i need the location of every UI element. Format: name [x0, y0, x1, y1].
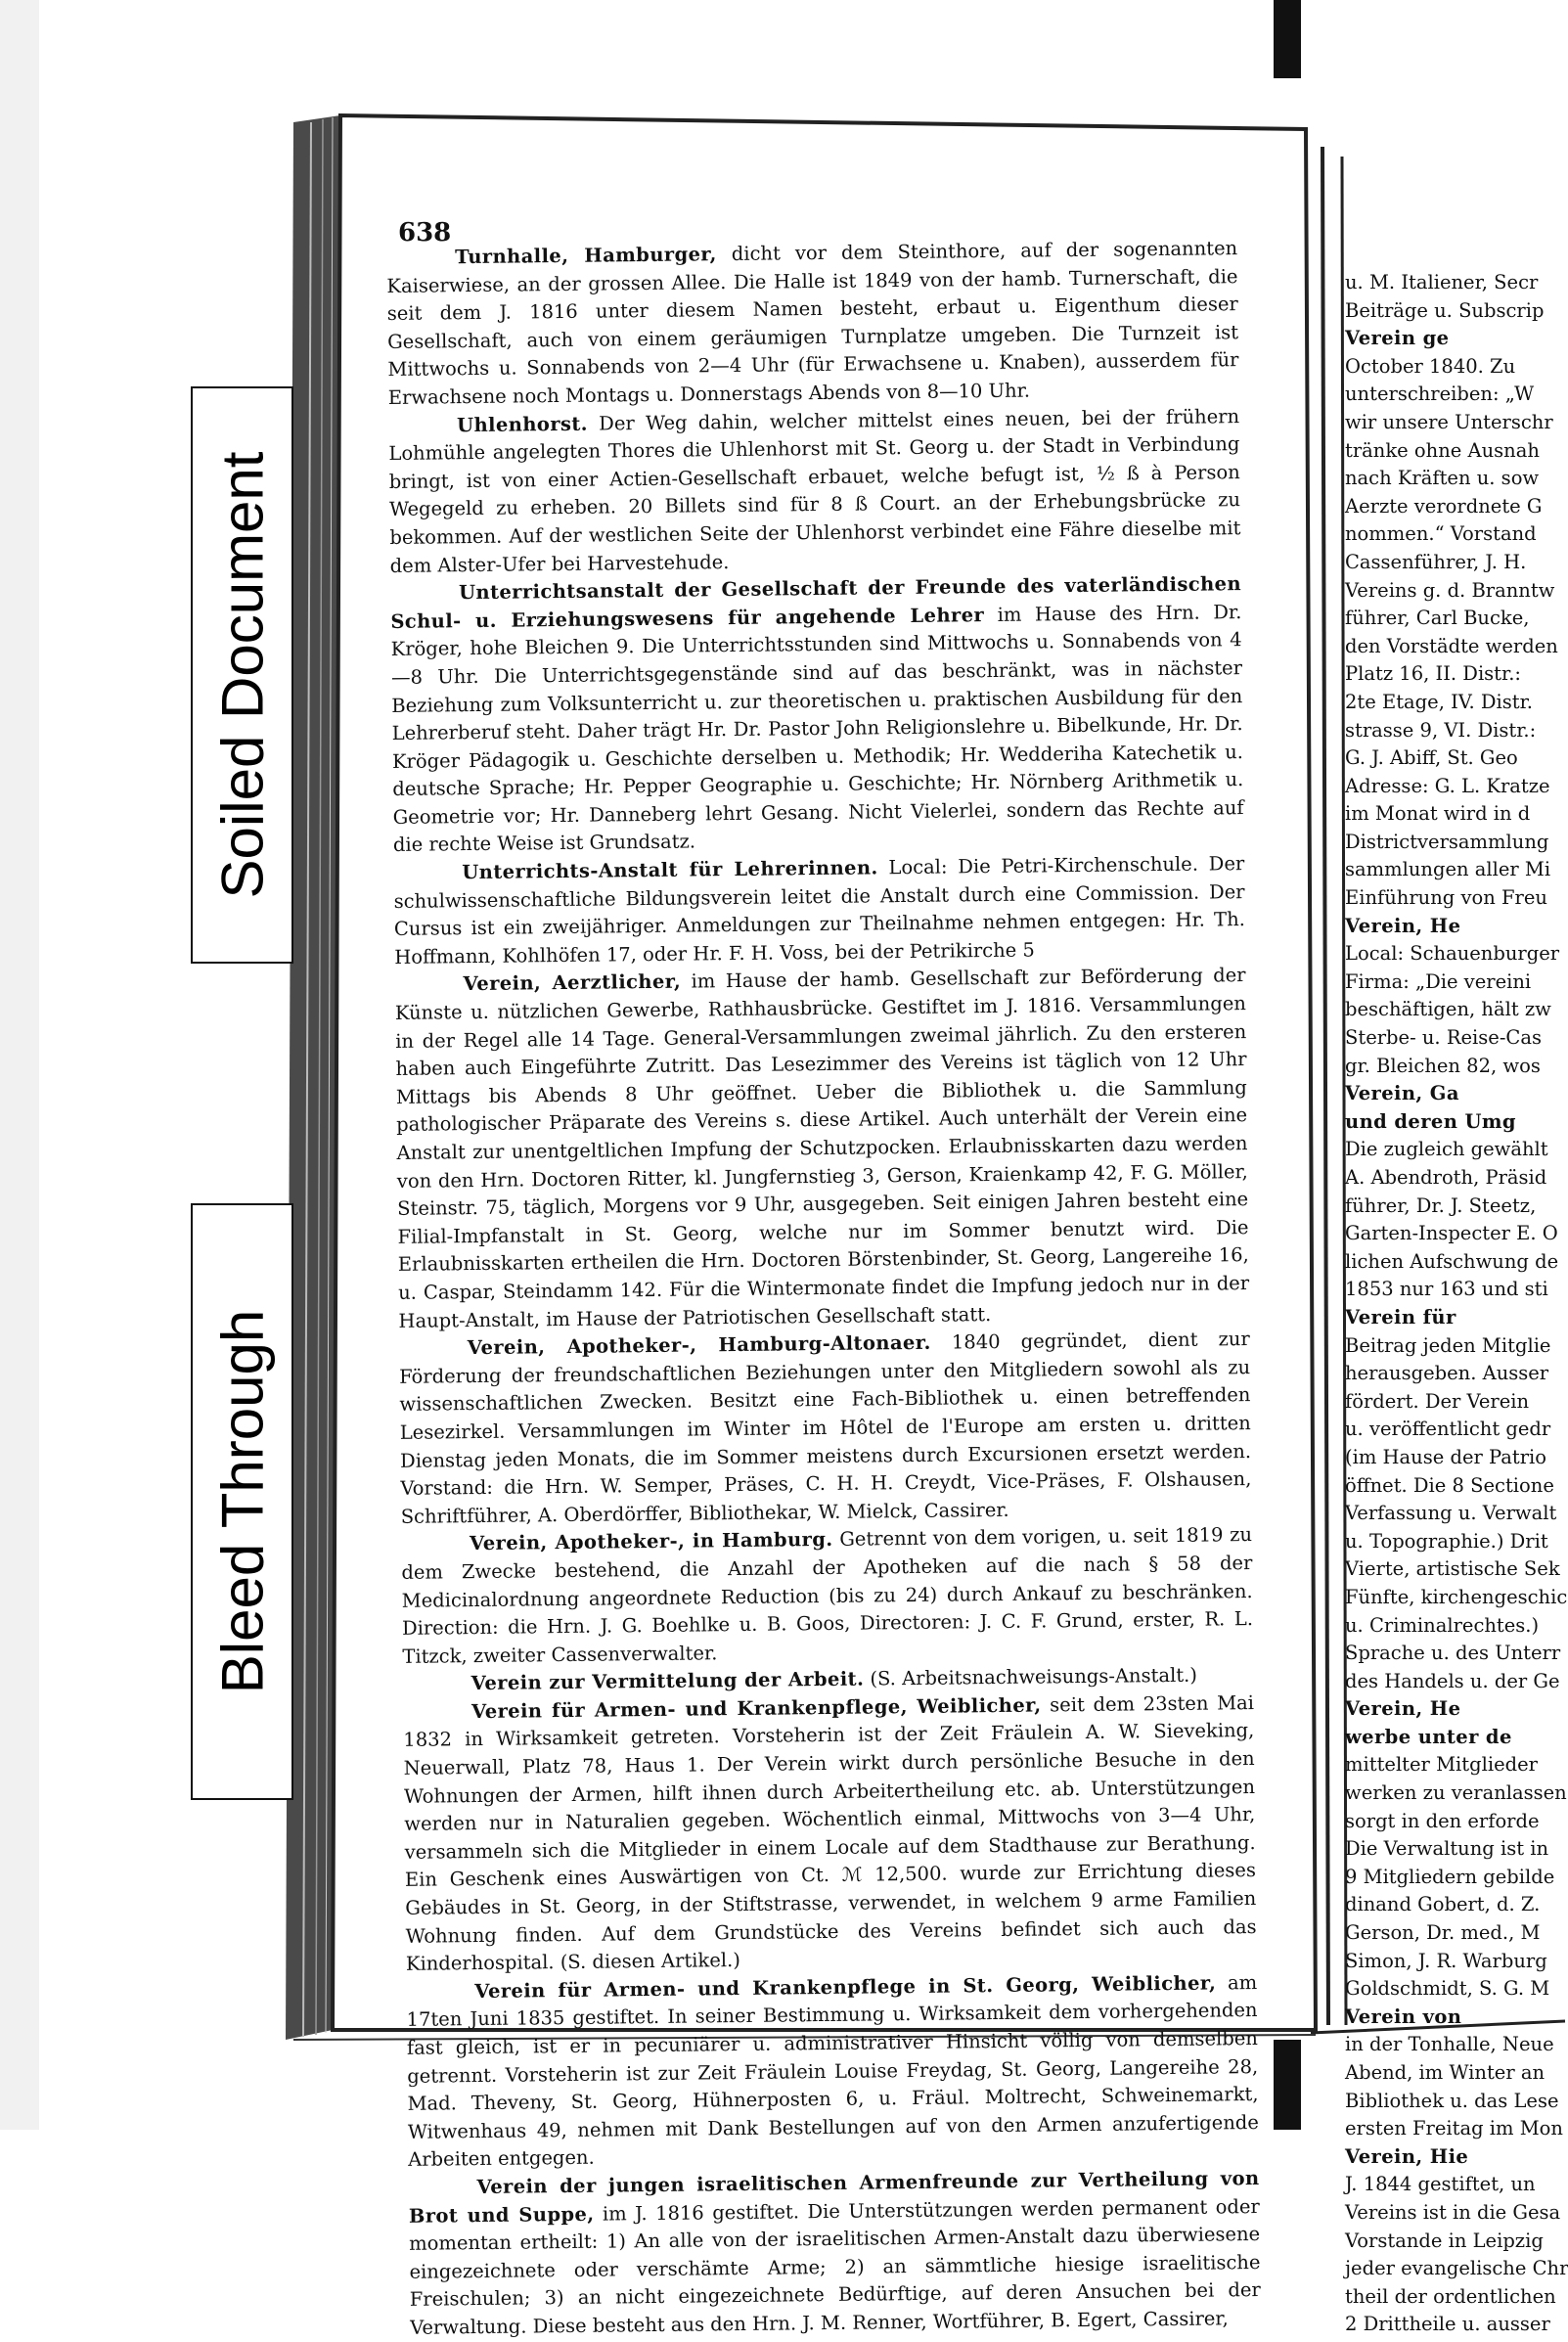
right-page-heading-line: werbe unter de — [1345, 1725, 1512, 1748]
entry-text: am 17ten Juni 1835 gestiftet. In seiner Bestimmung u. Wirksamkeit dem vorhergehenden fast gleich, ist er in pecuniärer u. administrativer Hinsicht völlig von demselben getrennt. Vorsteherin ist zur Zeit Fräulein Louise Freydag, St. Georg, Langereihe 28, Mad. Theveny, St. Georg, Hühnerposten 6, u. Fräul. Moltrecht, Schweinemarkt, Witwenhaus 49, nehmen mit Dank Bestellungen auf von den Armen anzufertigende Arbeiten entgegen. — [406, 1970, 1259, 2172]
right-page-line: 2te Etage, IV. Distr. — [1345, 690, 1533, 713]
right-page-line: des Handels u. der Ge — [1345, 1669, 1560, 1692]
right-page-heading-line: und deren Umg — [1345, 1109, 1516, 1133]
right-page-line: Adresse: G. L. Kratze — [1345, 774, 1550, 797]
right-page-line: Bibliothek u. das Lese — [1345, 2089, 1559, 2112]
right-page-line: Fünfte, kirchengeschic — [1345, 1585, 1568, 1608]
right-page-line: unterschreiben: „W — [1345, 383, 1535, 406]
right-page-line: in der Tonhalle, Neue — [1345, 2033, 1554, 2056]
right-page-line: Simon, J. R. Warburg — [1345, 1949, 1547, 1972]
right-page-line: Verfassung u. Verwalt — [1345, 1502, 1557, 1525]
right-page-line: Beitrag jeden Mitglie — [1345, 1333, 1551, 1357]
body-text — [386, 235, 1261, 2339]
entry-text: Getrennt von dem vorigen, u. seit 1819 zu dem Zwecke bestehend, die Anzahl der Apotheken auf die nach § 58 der Medicinalordnung angeordnete Reduction (bis zu 24) durch Ankauf zu beschränken. Direction: die Hrn. J. G. Boehlke u. B. Goos, Directoren: J. C. F. Grund, erster, R. L. Titzck, zweiter Cassenverwalter. — [401, 1523, 1254, 1668]
right-page-line: Vierte, artistische Sek — [1345, 1557, 1560, 1581]
margin-stain — [0, 0, 39, 2130]
entry — [390, 570, 1244, 860]
entry-heading: Unterrichts-Anstalt für Lehrerinnen. — [462, 856, 878, 884]
right-page-line: Districtversammlung — [1345, 830, 1549, 853]
right-page-line: Goldschmidt, S. G. M — [1345, 1977, 1550, 2001]
entry-text: im J. 1816 gestiftet. Die Unterstützungen werden permanent oder momentan ertheilt: 1) An alle von der israelitischen Armen-Anstalt dazu überwiesene eingezeichnete oder verschämte Arme; 2) an sämmtliche hiesige israelitische Freischulen; 3) an nicht eingezeichnete Bedürftige, auf deren Ansuchen bei der Verwaltung. Diese besteht aus den Hrn. J. M. Renner, Wortführer, B. Egert, Cassirer, — [409, 2194, 1261, 2339]
right-page-line: den Vorstädte werden — [1345, 634, 1558, 657]
entry-heading: Verein der jungen israelitischen Armenfreunde zur Vertheilung von Brot und Suppe, — [408, 2166, 1260, 2228]
right-page-line: 1853 nur 163 und sti — [1345, 1278, 1548, 1301]
right-page-line: sorgt in den erforde — [1345, 1809, 1540, 1832]
right-page-line: dinand Gobert, d. Z. — [1345, 1893, 1541, 1916]
entry-text: (S. Arbeitsnachweisungs-Anstalt.) — [870, 1663, 1198, 1690]
right-page-line: lichen Aufschwung de — [1345, 1249, 1559, 1273]
right-page-line: Aerzte verordnete G — [1345, 494, 1543, 518]
right-page-line: (im Hause der Patrio — [1345, 1445, 1547, 1468]
right-page-line: Die Verwaltung ist in — [1345, 1837, 1549, 1861]
entry — [388, 403, 1241, 580]
right-page-line: mittelter Mitglieder — [1345, 1753, 1538, 1777]
right-page-line: im Monat wird in d — [1345, 802, 1531, 826]
right-page-line: 9 Mitgliedern gebilde — [1345, 1865, 1555, 1888]
entry-heading: Verein zur Vermittelung der Arbeit. — [470, 1667, 865, 1695]
right-page-line: Beiträge u. Subscrip — [1345, 298, 1545, 322]
right-page-line: ersten Freitag im Mon — [1345, 2117, 1563, 2140]
label-bleed-through — [191, 1203, 293, 1800]
right-page-line: öffnet. Die 8 Sectione — [1345, 1473, 1554, 1497]
right-page-line: Sprache u. des Unterr — [1345, 1642, 1561, 1665]
entry — [393, 850, 1245, 971]
right-page-line: u. Topographie.) Drit — [1345, 1529, 1548, 1553]
entry — [399, 1326, 1252, 1531]
entry-heading: Unterrichtsanstalt der Gesellschaft der Freunde des vaterländischen Schul- u. Erziehungswesens für angehende Lehrer — [390, 572, 1242, 633]
entry-text: im Hause des Hrn. Dr. Kröger, hohe Bleichen 9. Die Unterrichtsstunden sind Mittwochs u. Sonnabends von 4—8 Uhr. Die Unterrichtsgegenstände sind auf das beschränkt, was in nächster Beziehung zum Volksunterricht u. zur theoretischen u. praktischen Ausbildung für den Lehrerberuf steht. Daher trägt Hr. Dr. Pastor John Religionslehre u. Bibelkunde, Hr. Dr. Kröger Pädagogik u. Geschichte derselben u. Methodik; Hr. Wedderiha Katechetik u. deutsche Sprache; Hr. Pepper Geographie u. Geschichte; Hr. Nörnberg Arithmetik u. Geometrie vor; Hr. Danneberg lehrt Gesang. Nicht Vielerlei, sondern das Rechte auf die rechte Weise ist Grundsatz. — [390, 600, 1244, 857]
right-page-line: nommen.“ Vorstand — [1345, 522, 1537, 546]
entry-text: im Hause der hamb. Gesellschaft zur Beförderung der Künste u. nützlichen Gewerbe, Rathhausbrücke. Gestiftet im J. 1816. Versammlungen in der Regel alle 14 Tage. General-Versammlungen zweimal jährlich. Zu den ersteren haben auch Eingeführte Zutritt. Das Lesezimmer des Vereins ist täglich von 12 Uhr Mittags bis Abends 8 Uhr geöffnet. Ueber die Bibliothek u. die Sammlung pathologischer Präparate des Vereins s. diese Artikel. Auch unterhält der Verein eine Anstalt zur unentgeltlichen Impfung der Schutzpocken. Erlaubnisskarten dazu werden von den Hrn. Doctoren Ritter, kl. Jungfernstieg 3, Gerson, Kraienkamp 42, F. G. Möller, Steinstr. 75, täglich, Morgens vor 9 Uhr, ausgegeben. Seit einigen Jahren besteht eine Filial-Impfanstalt in St. Georg, welche nur im Sommer benutzt wird. Die Erlaubnisskarten ertheilen die Hrn. Doctoren Börstenbinder, St. Georg, Langereihe 16, u. Caspar, Steindamm 142. Für die Wintermonate findet die Impfung jedoch nur in der Haupt-Anstalt, im Hause der Patriotischen Gesellschaft statt. — [394, 964, 1250, 1332]
right-page-line: beschäftigen, hält zw — [1345, 998, 1551, 1021]
entry — [408, 2165, 1261, 2342]
right-page-fragment — [1345, 269, 1568, 2336]
label-bleed-through-text: Bleed Through — [209, 1309, 275, 1694]
right-page-line: sammlungen aller Mi — [1345, 858, 1551, 881]
right-page-heading-line: Verein, He — [1345, 914, 1461, 937]
right-page-line: wir unsere Unterschr — [1345, 410, 1553, 433]
entry-heading: Verein, Apotheker-, in Hamburg. — [469, 1528, 833, 1555]
right-page-line: strasse 9, VI. Distr.: — [1345, 718, 1537, 742]
right-page-line: Cassenführer, J. H. — [1345, 550, 1527, 573]
right-page-line: tränke ohne Ausnah — [1345, 438, 1540, 462]
right-page-line: u. veröffentlicht gedr — [1345, 1418, 1551, 1441]
entry — [403, 1689, 1257, 1979]
right-page-line: Local: Schauenburger — [1345, 942, 1560, 966]
main-page — [337, 117, 1311, 2339]
right-page-line: nach Kräften u. sow — [1345, 467, 1540, 490]
right-page-line: gr. Bleichen 82, wos — [1345, 1054, 1541, 1077]
entry-text: dicht vor dem Steinthore, auf der sogenannten Kaiserwiese, an der grossen Allee. Die Halle ist 1849 von der hamb. Turnerschaft, die seit dem J. 1816 unter diesem Namen besteht, erbaut u. Eigenthum dieser Gesellschaft, auch von einem geräumigen Turnplatze umgeben. Die Turnzeit ist Mittwochs u. Sonnabends von 2—4 Uhr (für Erwachsene u. Knaben), ausserdem für Erwachsene noch Montags u. Donnerstags Abends von 8—10 Uhr. — [386, 237, 1239, 409]
right-page-line: führer, Carl Bucke, — [1345, 607, 1530, 630]
right-page-line: Vereins ist in die Gesa — [1345, 2200, 1561, 2224]
right-page-line: Gerson, Dr. med., M — [1345, 1921, 1541, 1945]
binding-strip-bottom — [1274, 2040, 1301, 2130]
right-page-line: Vereins g. d. Branntw — [1345, 578, 1555, 602]
right-page-line: Einführung von Freu — [1345, 886, 1547, 910]
entry-text: Local: Die Petri-Kirchenschule. Der schulwissenschaftliche Bildungsverein leitet die Anstalt durch eine Commission. Der Cursus ist ein zweijähriger. Anmeldungen zur Theilnahme nehmen entgegen: Hr. Th. Hoffmann, Kohlhöfen 17, oder Hr. F. H. Voss, bei der Petrikirche 5 — [393, 852, 1246, 968]
right-page-line: herausgeben. Ausser — [1345, 1362, 1549, 1385]
right-page-line: J. 1844 gestiftet, un — [1345, 2173, 1536, 2196]
right-page-line: October 1840. Zu — [1345, 354, 1516, 378]
right-page-line: fördert. Der Verein — [1345, 1389, 1530, 1413]
entry-heading: Verein für Armen- und Krankenpflege, Weiblicher, — [470, 1693, 1042, 1723]
entry-heading: Verein für Armen- und Krankenpflege in St. Georg, Weiblicher, — [474, 1971, 1217, 2003]
right-page-line: Firma: „Die vereini — [1345, 969, 1532, 993]
right-page-heading-line: Verein ge — [1345, 327, 1450, 350]
right-page-line: theil der ordentlichen — [1345, 2284, 1556, 2308]
right-page-line: jeder evangelische Chr — [1345, 2257, 1568, 2280]
entry-heading: Verein, Apotheker-, Hamburg-Altonaer. — [467, 1330, 931, 1360]
page-number: 638 — [398, 218, 452, 248]
right-page-line: werken zu veranlassen — [1345, 1781, 1567, 1805]
right-page-heading-line: Verein, Hie — [1345, 2144, 1469, 2168]
entry — [406, 1969, 1259, 2175]
right-page-heading-line: Verein für — [1345, 1305, 1456, 1329]
entry-text: 1840 gegründet, dient zur Förderung der freundschaftlichen Beziehungen unter den Mitgliedern sowohl als zu wissenschaftlichen Zwecken. Besitzt eine Fach-Bibliothek u. einen betreffenden Lesezirkel. Versammlungen im Winter im Hôtel de l'Europe am ersten u. dritten Dienstag jeden Monats, die im Sommer meistens durch Excursionen ersetzt werden. Vorstand: die Hrn. W. Semper, Präses, C. H. H. Creydt, Vice-Präses, F. Olshausen, Schriftführer, A. Oberdörffer, Bibliothekar, W. Mielck, Cassirer. — [398, 1328, 1252, 1528]
label-soiled-document-text: Soiled Document — [209, 451, 275, 899]
entry-heading: Uhlenhorst. — [456, 412, 589, 436]
entry-text: seit dem 23sten Mai 1832 in Wirksamkeit getreten. Vorsteherin ist der Zeit Fräulein A. W. Sieveking, Neuerwall, Platz 78, Haus 1. Der Verein wirkt durch persönliche Besuche in den Wohnungen der Armen, hilft ihnen durch Arbeitertheilung etc. ab. Unterstützungen werden nur in Naturalien gegeben. Wöchentlich einmal, Mittwochs von 3—4 Uhr, versammeln sich die Mitglieder in einem Locale auf dem Stadthause zur Berathung. Ein Geschenk eines Auswärtigen von Ct. ℳ 12,500. wurde zur Errichtung dieses Gebäudes in St. Georg, in der Stiftstrasse, verwendet, in welchem 9 arme Familien Wohnung finden. Auf dem Grundstücke des Vereins befindet sich auch das Kinderhospital. (S. diesen Artikel.) — [403, 1690, 1257, 1976]
right-page-line: Garten-Inspecter E. O — [1345, 1222, 1558, 1245]
right-page-line: Abend, im Winter an — [1345, 2061, 1546, 2084]
right-page-line: u. Criminalrechtes.) — [1345, 1613, 1540, 1637]
right-page-line: Sterbe- u. Reise-Cas — [1345, 1026, 1542, 1050]
entry — [394, 963, 1249, 1336]
entry-heading: Verein, Aerztlicher, — [463, 970, 682, 996]
label-soiled-document — [191, 386, 293, 964]
right-page-line: führer, Dr. J. Steetz, — [1345, 1194, 1537, 1217]
right-page-heading-line: Verein von — [1345, 2004, 1462, 2028]
right-page-heading-line: Verein, Ga — [1345, 1082, 1459, 1105]
right-page-line: 2 Drittheile u. ausser — [1345, 2313, 1550, 2336]
right-page-line: Vorstande in Leipzig — [1345, 2229, 1544, 2252]
binding-strip-top — [1274, 0, 1301, 78]
entry — [401, 1521, 1254, 1671]
right-page-line: A. Abendroth, Präsid — [1345, 1166, 1547, 1189]
entry-heading: Turnhalle, Hamburger, — [455, 243, 717, 269]
right-page-line: Die zugleich gewählt — [1345, 1138, 1548, 1161]
right-page-line: Platz 16, II. Distr.: — [1345, 662, 1521, 686]
gutter-line — [1322, 147, 1328, 2025]
right-page-line: G. J. Abiff, St. Geo — [1345, 746, 1518, 770]
right-page-line: u. M. Italiener, Secr — [1345, 271, 1539, 293]
entry — [386, 235, 1239, 412]
right-page-heading-line: Verein, He — [1345, 1697, 1461, 1721]
entry-text: Der Weg dahin, welcher mittelst eines neuen, bei der frühern Lohmühle angelegten Thores die Uhlenhorst mit St. Georg u. der Stadt in Verbindung bringt, ist von einer Actien-Gesellschaft erbauet, welche befugt ist, ½ ß à Person Wegegeld zu erheben. 20 Billets sind für 8 ß Court. an der Erhebungsbrücke zu bekommen. Auf der westlichen Seite der Uhlenhorst verbindet eine Fähre dieselbe mit dem Alster-Ufer bei Harvestehude. — [388, 404, 1241, 577]
